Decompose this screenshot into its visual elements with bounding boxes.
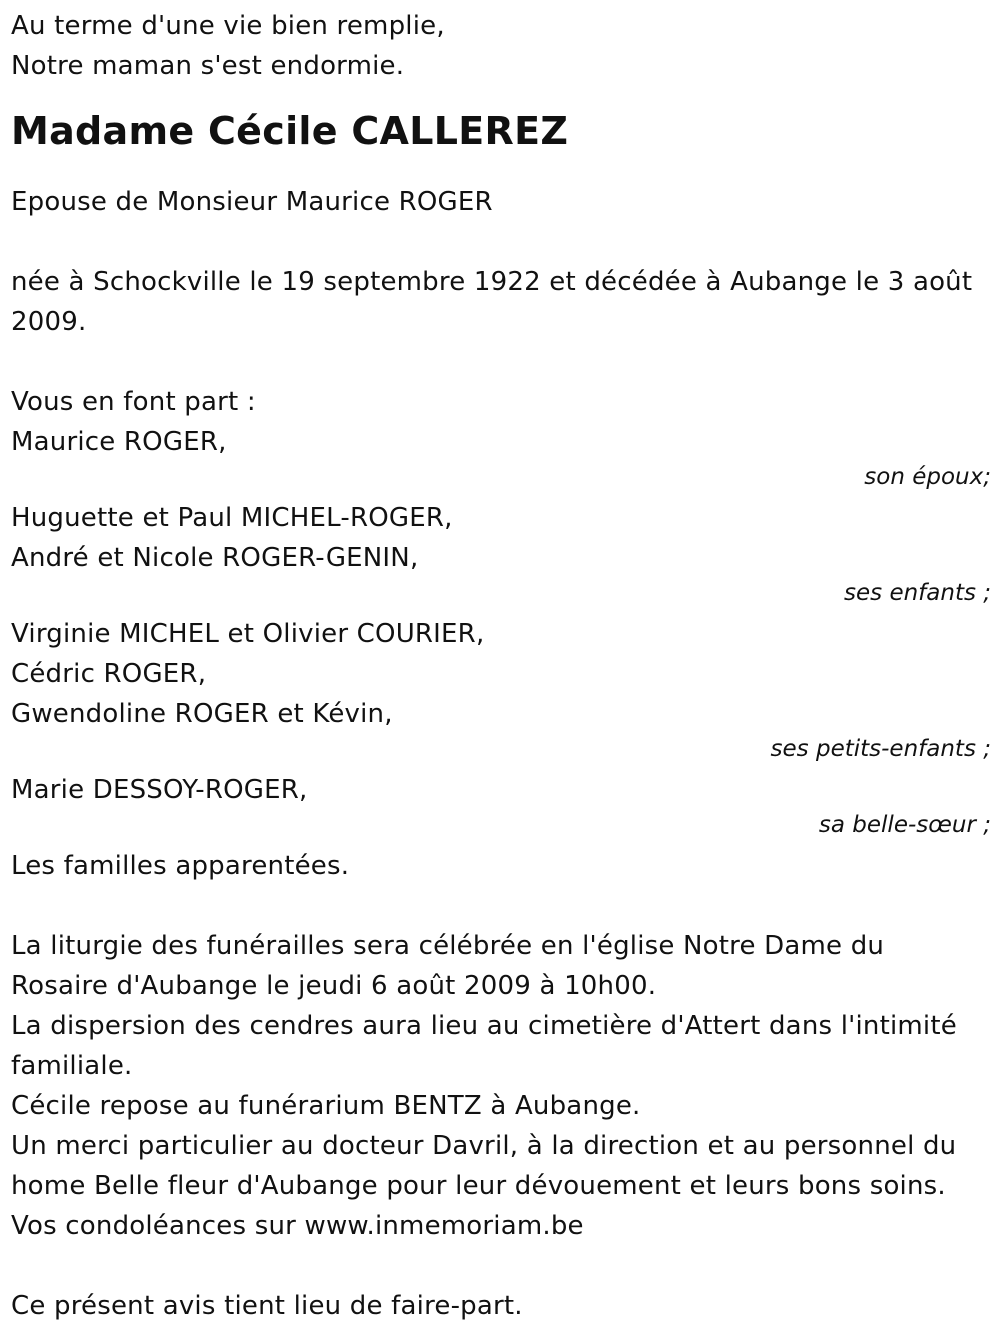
family-name: André et Nicole ROGER-GENIN, bbox=[11, 543, 419, 573]
spouse-line: Epouse de Monsieur Maurice ROGER bbox=[11, 187, 493, 217]
family-name: Virginie MICHEL et Olivier COURIER, bbox=[11, 619, 485, 649]
details-line: Un merci particulier au docteur Davril, à la direction et au personnel du bbox=[11, 1131, 957, 1161]
intro-line: Notre maman s'est endormie. bbox=[11, 51, 405, 81]
details-line: La dispersion des cendres aura lieu au cimetière d'Attert dans l'intimité bbox=[11, 1011, 957, 1041]
birth-death-line: née à Schockville le 19 septembre 1922 et décédée à Aubange le 3 août bbox=[11, 267, 973, 297]
details-line: home Belle fleur d'Aubange pour leur dévouement et leurs bons soins. bbox=[11, 1171, 946, 1201]
family-name: Maurice ROGER, bbox=[11, 427, 227, 457]
relation-label: ses enfants ; bbox=[844, 580, 991, 606]
details-line: La liturgie des funérailles sera célébrée en l'église Notre Dame du bbox=[11, 931, 885, 961]
birth-death-line: 2009. bbox=[11, 307, 87, 337]
condolences-line: Vos condoléances sur www.inmemoriam.be bbox=[11, 1211, 584, 1241]
relation-label: sa belle-sœur ; bbox=[818, 812, 991, 838]
family-name: Marie DESSOY-ROGER, bbox=[11, 775, 308, 805]
obituary-notice bbox=[11, 0, 991, 1326]
announce-line: Vous en font part : bbox=[11, 387, 256, 417]
relation-label: son époux; bbox=[864, 464, 991, 490]
deceased-name: Madame Cécile CALLEREZ bbox=[11, 109, 569, 153]
families-line: Les familles apparentées. bbox=[11, 851, 350, 881]
details-line: Cécile repose au funérarium BENTZ à Aubange. bbox=[11, 1091, 641, 1121]
family-name: Gwendoline ROGER et Kévin, bbox=[11, 699, 393, 729]
intro-line: Au terme d'une vie bien remplie, bbox=[11, 11, 445, 41]
details-line: familiale. bbox=[11, 1051, 133, 1081]
relation-label: ses petits-enfants ; bbox=[770, 736, 991, 762]
family-name: Huguette et Paul MICHEL-ROGER, bbox=[11, 503, 453, 533]
closing-line: Ce présent avis tient lieu de faire-part. bbox=[11, 1291, 523, 1321]
family-name: Cédric ROGER, bbox=[11, 659, 207, 689]
details-line: Rosaire d'Aubange le jeudi 6 août 2009 à 10h00. bbox=[11, 971, 657, 1001]
